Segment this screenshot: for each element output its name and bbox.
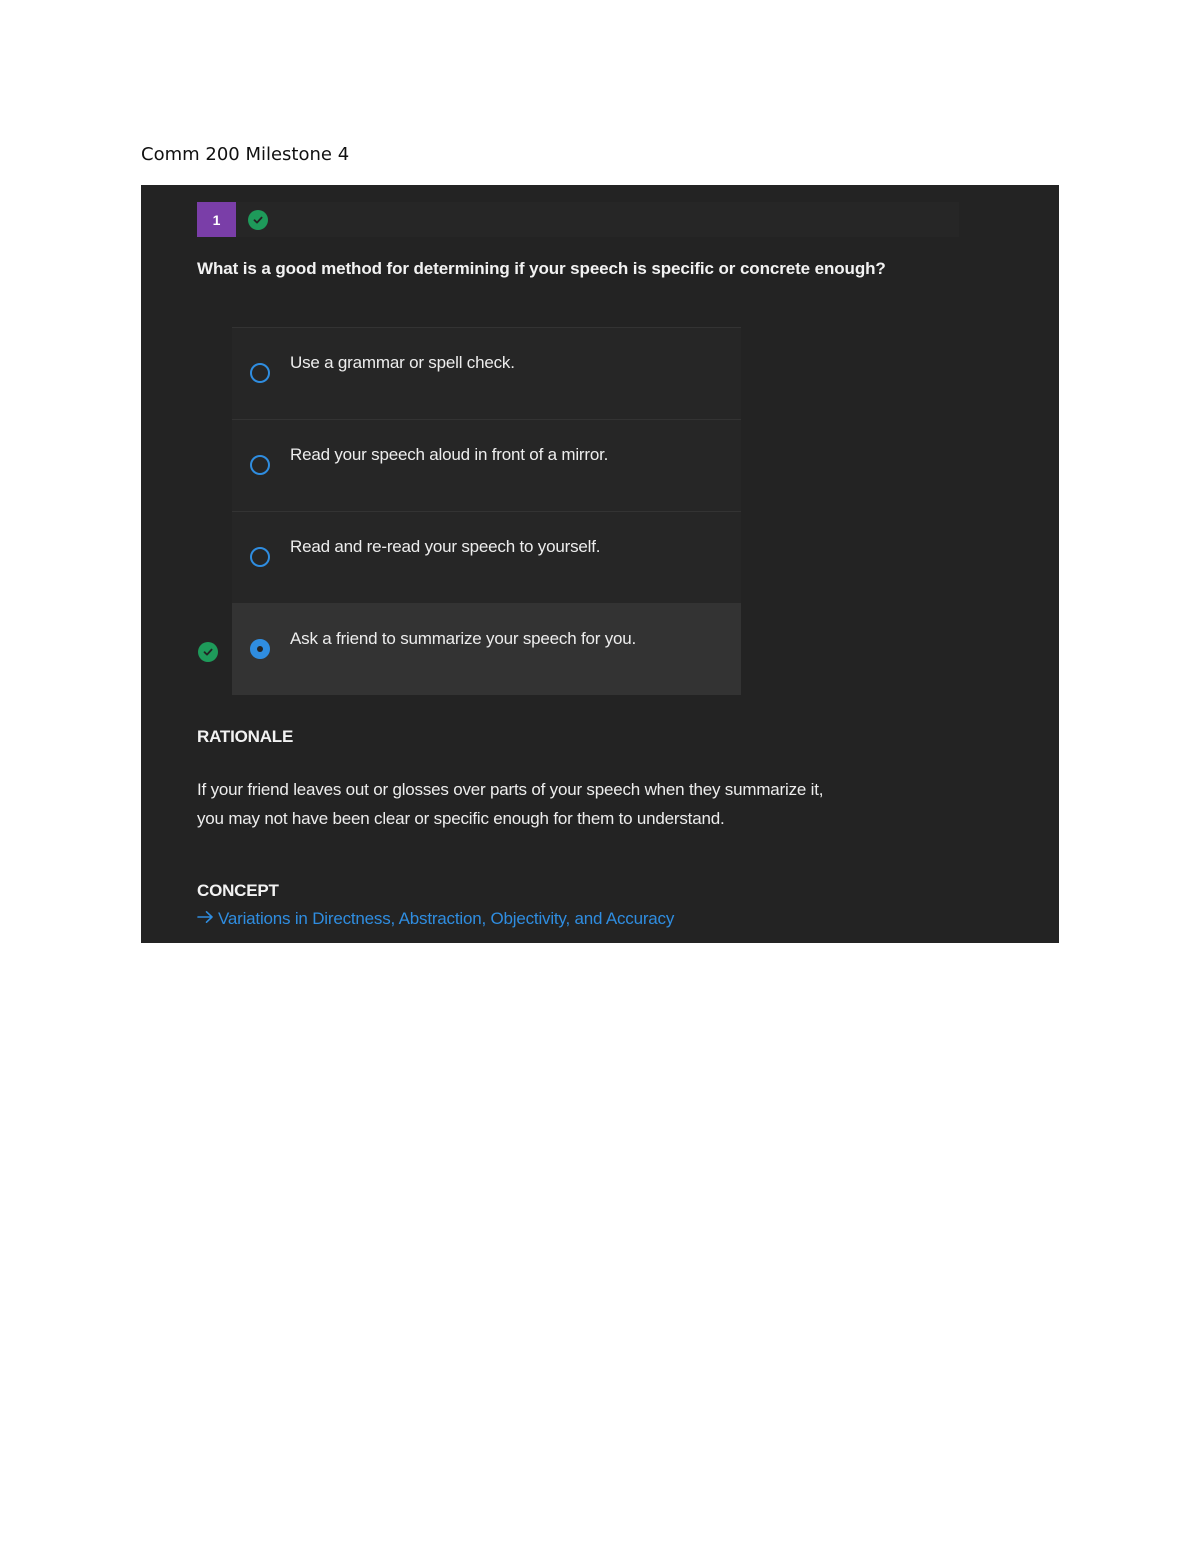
radio-button-icon[interactable]	[250, 455, 270, 475]
answer-choice[interactable]	[232, 327, 741, 419]
rationale-text	[197, 775, 957, 833]
answer-choice[interactable]	[232, 511, 741, 603]
radio-button-icon[interactable]	[250, 363, 270, 383]
question-header	[197, 202, 959, 237]
radio-button-selected-icon[interactable]	[250, 639, 270, 659]
quiz-screenshot	[141, 185, 1059, 943]
question-text: What is a good method for determining if your speech is specific or concrete enough?	[197, 259, 886, 278]
question-number-badge: 1	[197, 202, 236, 237]
concept-heading: CONCEPT	[197, 881, 279, 900]
rationale-line: you may not have been clear or specific enough for them to understand.	[197, 809, 725, 828]
concept-link[interactable]	[197, 909, 674, 929]
rationale-heading: RATIONALE	[197, 727, 294, 746]
rationale-line: If your friend leaves out or glosses over parts of your speech when they summarize it,	[197, 780, 824, 799]
answer-choices	[232, 327, 741, 695]
answer-choice-selected[interactable]	[232, 603, 741, 695]
answer-choice-label: Read your speech aloud in front of a mirror.	[290, 445, 609, 464]
concept-link-text[interactable]: Variations in Directness, Abstraction, Objectivity, and Accuracy	[218, 909, 675, 928]
radio-button-icon[interactable]	[250, 547, 270, 567]
correct-answer-check-icon	[198, 642, 218, 662]
answer-choice-label: Use a grammar or spell check.	[290, 353, 515, 372]
answer-choice-label: Read and re-read your speech to yourself.	[290, 537, 601, 556]
answer-choice-label: Ask a friend to summarize your speech for you.	[290, 629, 637, 648]
check-circle-icon	[248, 210, 268, 230]
answer-choice[interactable]	[232, 419, 741, 511]
document-title: Comm 200 Milestone 4	[141, 144, 350, 165]
arrow-right-icon	[197, 909, 215, 929]
